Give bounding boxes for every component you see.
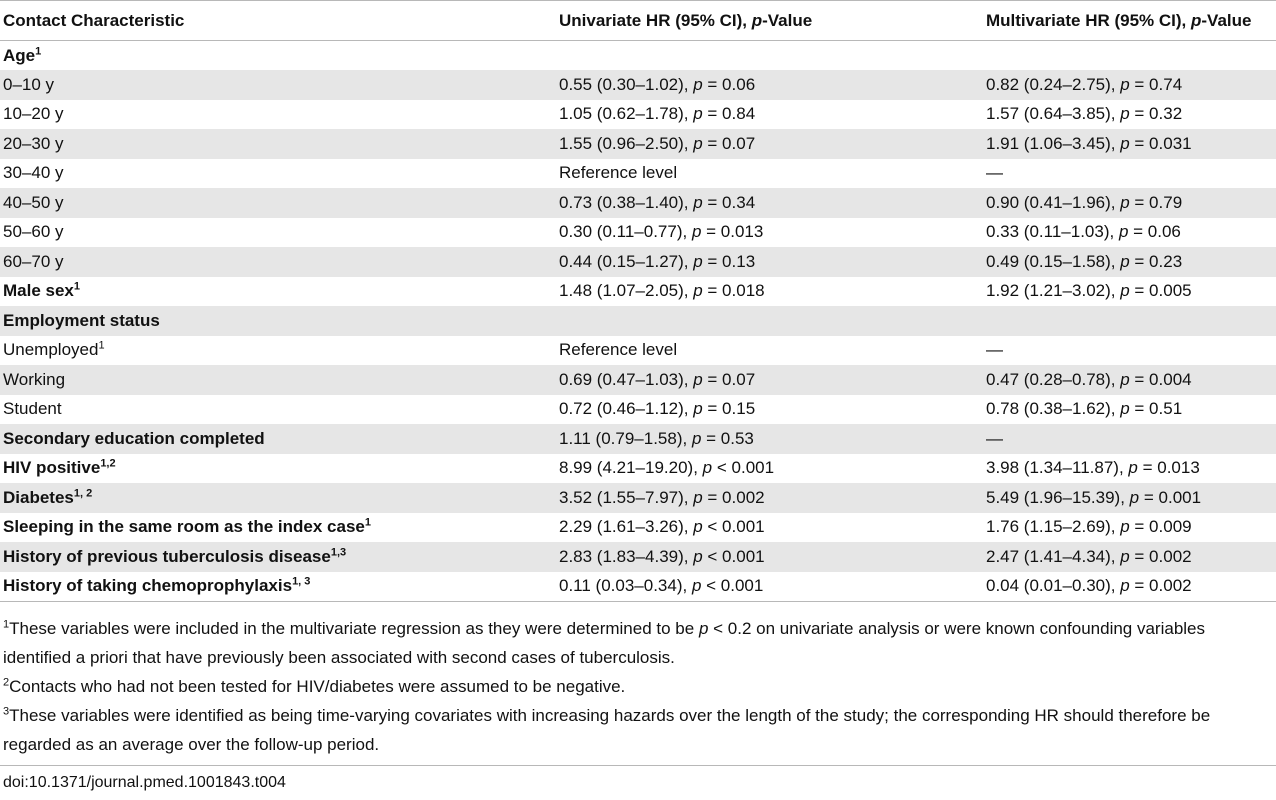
p-value: = 0.009 xyxy=(1129,517,1192,537)
row-label xyxy=(0,247,556,277)
footnote-text: These variables were included in the multivariate regression as they were determined to be xyxy=(9,618,699,638)
univariate-cell xyxy=(556,306,983,336)
header-univariate-text: Univariate HR (95% CI), xyxy=(559,10,752,30)
p-symbol: p xyxy=(1120,104,1130,124)
doi-text: doi:10.1371/journal.pmed.1001843.t004 xyxy=(3,773,286,791)
p-symbol: p xyxy=(693,369,703,389)
hazard-ratio: 2.47 (1.41–4.34), xyxy=(986,546,1121,566)
p-value: < 0.001 xyxy=(702,546,765,566)
multivariate-cell xyxy=(983,41,1276,71)
hazard-ratio: 1.11 (0.79–1.58), xyxy=(559,428,692,448)
p-symbol: p xyxy=(693,133,703,153)
multivariate-cell xyxy=(983,159,1276,189)
hazard-ratio: 0.82 (0.24–2.75), xyxy=(986,74,1121,94)
row-label-text: 0–10 y xyxy=(3,74,55,94)
p-value: = 0.013 xyxy=(1137,458,1200,478)
p-symbol: p xyxy=(702,458,713,478)
table-row xyxy=(0,542,1276,572)
row-label xyxy=(0,100,556,130)
footnote-text: These variables were identified as being time-varying covariates with increasing hazards over the length of the study; the corresponding HR should therefore be regarded as an average over the follow-up period. xyxy=(3,705,1211,754)
p-value: < 0.001 xyxy=(701,576,764,595)
table-row xyxy=(0,454,1276,484)
cell-text: Reference level xyxy=(559,163,678,183)
header-row xyxy=(0,1,1276,41)
univariate-cell xyxy=(556,100,983,130)
row-label xyxy=(0,336,556,366)
hazard-ratio: 0.69 (0.47–1.03), xyxy=(559,369,694,389)
footnote-2 xyxy=(3,672,1273,701)
hazard-ratio: 3.52 (1.55–7.97), xyxy=(559,487,694,507)
row-label-footnote-ref: 1,2 xyxy=(100,457,116,470)
footnote-marker: 3 xyxy=(3,704,10,717)
p-symbol: p xyxy=(1120,576,1130,595)
multivariate-cell xyxy=(983,365,1276,395)
hazard-ratio: 1.05 (0.62–1.78), xyxy=(559,104,694,124)
table-row xyxy=(0,513,1276,543)
row-label xyxy=(0,424,556,454)
multivariate-cell xyxy=(983,70,1276,100)
univariate-cell xyxy=(556,424,983,454)
p-symbol: p xyxy=(1120,281,1130,301)
header-univariate xyxy=(556,1,983,41)
p-symbol: p xyxy=(693,517,703,537)
cell-text: — xyxy=(986,340,1003,360)
table-row xyxy=(0,70,1276,100)
hazard-ratio: 0.49 (0.15–1.58), xyxy=(986,251,1121,271)
univariate-cell xyxy=(556,129,983,159)
p-value: = 0.001 xyxy=(1139,487,1202,507)
table-row xyxy=(0,572,1276,602)
univariate-cell xyxy=(556,513,983,543)
p-value: = 0.031 xyxy=(1129,133,1192,153)
row-label xyxy=(0,218,556,248)
hazard-ratio: 0.47 (0.28–0.78), xyxy=(986,369,1121,389)
row-label-text: 10–20 y xyxy=(3,104,64,124)
table-row xyxy=(0,483,1276,513)
row-label xyxy=(0,129,556,159)
row-label xyxy=(0,513,556,543)
footnote-1 xyxy=(3,614,1273,672)
p-value: = 0.013 xyxy=(701,222,764,242)
hazard-ratio: 1.48 (1.07–2.05), xyxy=(559,281,694,301)
hazard-ratio: 0.04 (0.01–0.30), xyxy=(986,576,1121,595)
p-value: = 0.002 xyxy=(1129,546,1192,566)
multivariate-cell xyxy=(983,483,1276,513)
row-label-text: 20–30 y xyxy=(3,133,64,153)
row-label xyxy=(0,41,556,71)
row-label xyxy=(0,188,556,218)
multivariate-cell xyxy=(983,277,1276,307)
header-multivariate-p: p xyxy=(1191,10,1202,30)
p-symbol: p xyxy=(693,487,703,507)
p-symbol: p xyxy=(693,74,703,94)
univariate-cell xyxy=(556,395,983,425)
p-value: = 0.13 xyxy=(702,251,756,271)
p-value: = 0.06 xyxy=(702,74,756,94)
row-label xyxy=(0,277,556,307)
p-value: = 0.51 xyxy=(1129,399,1183,419)
row-label-text: 60–70 y xyxy=(3,251,64,271)
footnote-3 xyxy=(3,701,1273,759)
p-value: = 0.15 xyxy=(702,399,756,419)
row-label xyxy=(0,395,556,425)
row-label-text: Sleeping in the same room as the index case xyxy=(3,517,365,537)
p-value: = 0.004 xyxy=(1129,369,1192,389)
row-label-text: 50–60 y xyxy=(3,222,64,242)
table-row xyxy=(0,365,1276,395)
row-label-footnote-ref: 1 xyxy=(364,516,371,529)
p-value: < 0.001 xyxy=(712,458,775,478)
row-label-footnote-ref: 1 xyxy=(35,44,42,57)
cell-text: Reference level xyxy=(559,340,678,360)
p-symbol: p xyxy=(1120,192,1130,212)
hazard-ratio: 8.99 (4.21–19.20), xyxy=(559,458,703,478)
p-value: = 0.07 xyxy=(702,133,756,153)
p-value: = 0.74 xyxy=(1129,74,1183,94)
p-value: < 0.001 xyxy=(702,517,765,537)
hazard-ratio: 0.72 (0.46–1.12), xyxy=(559,399,694,419)
row-label-footnote-ref: 1 xyxy=(73,280,81,293)
p-value: = 0.002 xyxy=(1129,576,1192,595)
row-label-text: Working xyxy=(3,369,66,389)
multivariate-cell xyxy=(983,572,1276,602)
multivariate-cell xyxy=(983,424,1276,454)
univariate-cell xyxy=(556,572,983,602)
p-symbol: p xyxy=(1120,399,1130,419)
multivariate-cell xyxy=(983,188,1276,218)
p-symbol: p xyxy=(1120,369,1130,389)
hazard-ratio: 1.55 (0.96–2.50), xyxy=(559,133,694,153)
univariate-cell xyxy=(556,218,983,248)
row-label-text: Student xyxy=(3,399,62,419)
hazard-ratio: 0.33 (0.11–1.03), xyxy=(986,222,1119,242)
multivariate-cell xyxy=(983,513,1276,543)
hazard-ratio: 1.57 (0.64–3.85), xyxy=(986,104,1121,124)
row-label-text: 40–50 y xyxy=(3,192,64,212)
row-label-text: Unemployed xyxy=(3,340,99,360)
univariate-cell xyxy=(556,70,983,100)
multivariate-cell xyxy=(983,306,1276,336)
hazard-ratio: 1.76 (1.15–2.69), xyxy=(986,517,1121,537)
footnote-italic: p xyxy=(698,618,709,638)
header-univariate-suffix: -Value xyxy=(762,10,813,30)
hazard-ratio: 1.91 (1.06–3.45), xyxy=(986,133,1121,153)
hazard-ratio: 0.44 (0.15–1.27), xyxy=(559,251,694,271)
p-symbol: p xyxy=(1129,487,1140,507)
p-symbol: p xyxy=(691,222,702,242)
p-symbol: p xyxy=(693,192,703,212)
multivariate-cell xyxy=(983,100,1276,130)
univariate-cell xyxy=(556,483,983,513)
p-value: = 0.53 xyxy=(701,428,754,448)
table-row xyxy=(0,277,1276,307)
row-label xyxy=(0,542,556,572)
row-label xyxy=(0,454,556,484)
p-symbol: p xyxy=(691,428,702,448)
p-value: = 0.06 xyxy=(1128,222,1181,242)
row-label-text: History of previous tuberculosis disease xyxy=(3,546,331,566)
footnote-marker: 2 xyxy=(3,675,10,688)
footnotes xyxy=(0,602,1276,759)
hazard-ratio: 0.73 (0.38–1.40), xyxy=(559,192,694,212)
table-row xyxy=(0,424,1276,454)
footnote-text-cont: < 0.2 on univariate analysis or were known confounding variables identified a priori that have previously been associated with second cases of tuberculosis. xyxy=(3,618,1206,667)
row-label-text: Male sex xyxy=(3,281,74,301)
header-contact-characteristic: Contact Characteristic xyxy=(0,1,556,41)
row-label-text: 30–40 y xyxy=(3,163,64,183)
footnote-marker: 1 xyxy=(3,617,10,630)
row-label-footnote-ref: 1, 3 xyxy=(292,575,311,588)
univariate-cell xyxy=(556,41,983,71)
row-label-text: Secondary education completed xyxy=(3,428,265,448)
table-row xyxy=(0,336,1276,366)
hazard-ratio: 0.90 (0.41–1.96), xyxy=(986,192,1121,212)
row-label-footnote-ref: 1 xyxy=(98,339,105,352)
header-multivariate-text: Multivariate HR (95% CI), xyxy=(986,10,1191,30)
header-multivariate-suffix: -Value xyxy=(1201,10,1252,30)
table-row xyxy=(0,41,1276,71)
multivariate-cell xyxy=(983,336,1276,366)
table-row xyxy=(0,395,1276,425)
p-symbol: p xyxy=(693,546,703,566)
table-row xyxy=(0,100,1276,130)
row-label-text: Diabetes xyxy=(3,487,74,507)
p-symbol: p xyxy=(1120,251,1130,271)
row-label xyxy=(0,306,556,336)
p-symbol: p xyxy=(1120,517,1130,537)
hazard-ratio: 0.55 (0.30–1.02), xyxy=(559,74,694,94)
p-symbol: p xyxy=(1120,74,1130,94)
hazard-ratio: 2.83 (1.83–4.39), xyxy=(559,546,694,566)
hazard-ratio: 2.29 (1.61–3.26), xyxy=(559,517,694,537)
cell-text: — xyxy=(986,163,1003,183)
p-value: = 0.002 xyxy=(702,487,765,507)
p-symbol: p xyxy=(1120,133,1130,153)
row-label-text: HIV positive xyxy=(3,458,101,478)
table-row xyxy=(0,188,1276,218)
table-row xyxy=(0,306,1276,336)
p-symbol: p xyxy=(1120,546,1130,566)
row-label-text: Employment status xyxy=(3,310,160,330)
p-value: = 0.07 xyxy=(702,369,756,389)
univariate-cell xyxy=(556,336,983,366)
hazard-ratio: 0.78 (0.38–1.62), xyxy=(986,399,1121,419)
hazard-ratio: 5.49 (1.96–15.39), xyxy=(986,487,1130,507)
multivariate-cell xyxy=(983,395,1276,425)
p-value: = 0.005 xyxy=(1129,281,1192,301)
row-label xyxy=(0,483,556,513)
row-label xyxy=(0,159,556,189)
univariate-cell xyxy=(556,365,983,395)
table-row xyxy=(0,218,1276,248)
p-symbol: p xyxy=(693,281,703,301)
univariate-cell xyxy=(556,277,983,307)
hazard-ratio: 0.30 (0.11–0.77), xyxy=(559,222,692,242)
univariate-cell xyxy=(556,188,983,218)
multivariate-cell xyxy=(983,454,1276,484)
multivariate-cell xyxy=(983,247,1276,277)
univariate-cell xyxy=(556,454,983,484)
p-value: = 0.32 xyxy=(1129,104,1183,124)
multivariate-cell xyxy=(983,218,1276,248)
multivariate-cell xyxy=(983,542,1276,572)
header-univariate-p: p xyxy=(751,10,763,30)
p-value: = 0.34 xyxy=(702,192,756,212)
p-symbol: p xyxy=(693,104,703,124)
table-row xyxy=(0,129,1276,159)
header-multivariate xyxy=(983,1,1276,41)
row-label xyxy=(0,70,556,100)
univariate-cell xyxy=(556,542,983,572)
row-label xyxy=(0,365,556,395)
footnote-text: Contacts who had not been tested for HIV/diabetes were assumed to be negative. xyxy=(9,676,626,696)
hazard-ratio: 3.98 (1.34–11.87), xyxy=(986,458,1129,478)
hazard-ratio: 0.11 (0.03–0.34), xyxy=(559,576,692,595)
p-symbol: p xyxy=(693,399,703,419)
p-value: = 0.84 xyxy=(702,104,756,124)
p-symbol: p xyxy=(1128,458,1138,478)
row-label-text: History of taking chemoprophylaxis xyxy=(3,576,293,595)
row-label-text: Age xyxy=(3,45,36,65)
p-symbol: p xyxy=(1118,222,1129,242)
p-value: = 0.018 xyxy=(702,281,765,301)
row-label-footnote-ref: 1, 2 xyxy=(73,487,93,500)
univariate-cell xyxy=(556,247,983,277)
row-label xyxy=(0,572,556,602)
hazard-ratio: 1.92 (1.21–3.02), xyxy=(986,281,1121,301)
multivariate-cell xyxy=(983,129,1276,159)
table-body xyxy=(0,41,1276,602)
p-symbol: p xyxy=(691,576,702,595)
p-value: = 0.23 xyxy=(1129,251,1183,271)
p-value: = 0.79 xyxy=(1129,192,1183,212)
p-symbol: p xyxy=(693,251,703,271)
table-row xyxy=(0,159,1276,189)
row-label-footnote-ref: 1,3 xyxy=(330,546,347,559)
table-row xyxy=(0,247,1276,277)
univariate-cell xyxy=(556,159,983,189)
cell-text: — xyxy=(986,428,1003,448)
